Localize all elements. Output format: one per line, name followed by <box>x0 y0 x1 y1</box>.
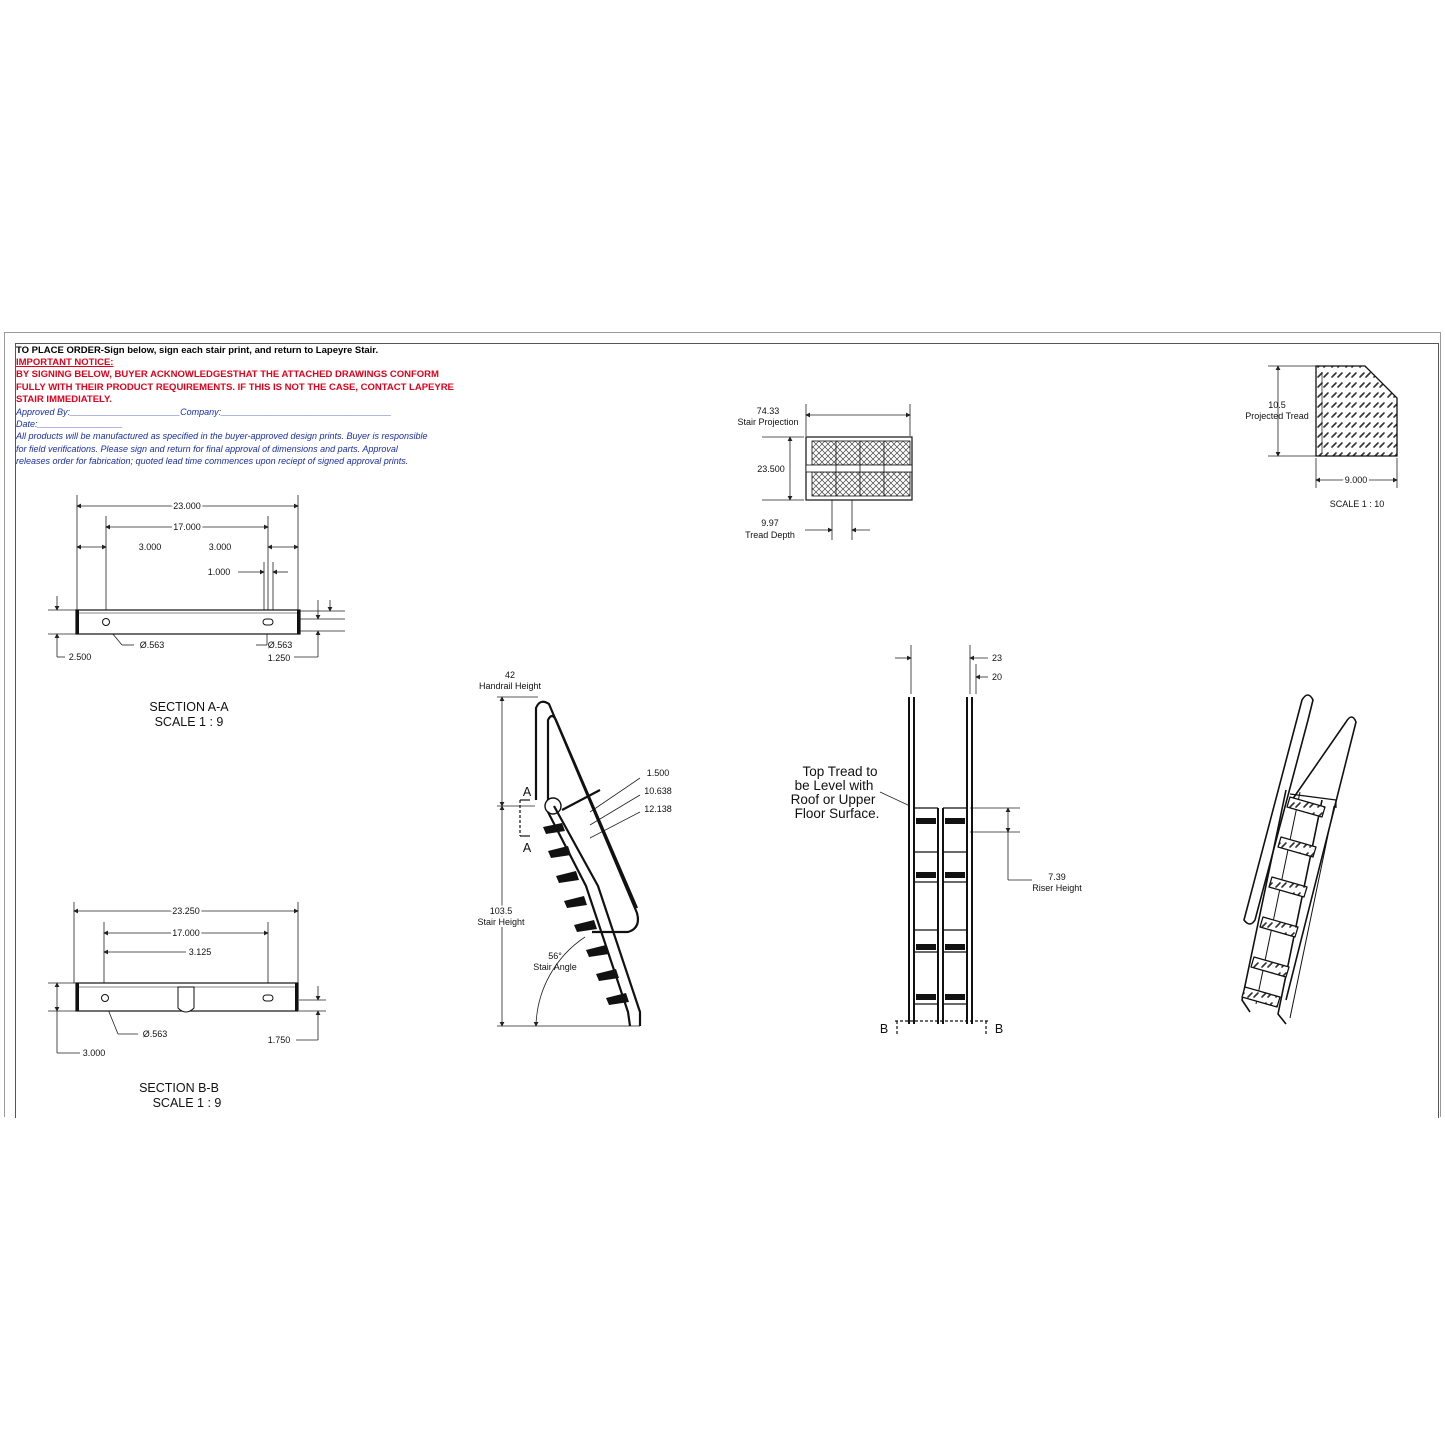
section-aa-title: SECTION A-A <box>149 700 229 714</box>
dim-text: 23.250 <box>172 906 200 916</box>
approval-signature-line: Approved By:______________________Company:__________________________________ Date:_________________ <box>16 407 392 430</box>
dim-text: Ø.563 <box>142 1029 168 1039</box>
info-line: All products will be manufactured as specified in the buyer-approved design prints. Buyer is responsible <box>16 431 428 442</box>
level-note-line: Floor Surface. <box>794 806 880 821</box>
dim-text: 1.750 <box>267 1035 291 1045</box>
dim-label: Projected Tread <box>1245 411 1309 421</box>
order-instruction: TO PLACE ORDER-Sign below, sign each stair print, and return to Lapeyre Stair. <box>16 345 379 356</box>
section-marker: B <box>994 1022 1004 1036</box>
info-line: releases order for fabrication; quoted lead time commences upon reciept of signed approval prints. <box>16 455 409 466</box>
dim-text: 3.000 <box>208 542 232 552</box>
section-marker: B <box>879 1022 889 1036</box>
dim-text: 10.638 <box>644 786 672 796</box>
dim-text: Ø.563 <box>267 640 293 650</box>
dim-text: 17.000 <box>172 928 200 938</box>
important-notice-line: BY SIGNING BELOW, BUYER ACKNOWLEDGESTHAT THE ATTACHED DRAWINGS CONFORM <box>16 369 439 381</box>
level-note-line: be Level with <box>794 778 874 793</box>
dim-text: 23.500 <box>757 464 785 474</box>
dim-text: 20 <box>992 672 1003 682</box>
dim-text: 23 <box>992 653 1003 663</box>
dim-text: 10.5 <box>1268 400 1286 410</box>
dim-text: 3.000 <box>138 542 162 552</box>
dim-text: 1.500 <box>646 768 670 778</box>
tread-scale: SCALE 1 : 10 <box>1329 499 1385 509</box>
dim-label: Stair Projection <box>737 417 799 427</box>
dim-text: 9.000 <box>1344 475 1368 485</box>
level-note-line: Roof or Upper <box>790 792 876 807</box>
dim-text: 17.000 <box>173 522 201 532</box>
dim-text: 74.33 <box>756 406 780 416</box>
dim-text: 23.000 <box>173 501 201 511</box>
dim-text: Ø.563 <box>139 640 165 650</box>
dim-text: 12.138 <box>644 804 672 814</box>
dim-label: Riser Height <box>1032 883 1082 893</box>
dim-text: 1.250 <box>267 653 291 663</box>
dim-text: 2.500 <box>68 652 92 662</box>
section-marker: A <box>522 785 532 799</box>
order-notice-block <box>16 345 486 467</box>
dim-text: 9.97 <box>761 518 779 528</box>
important-notice-line: FULLY WITH THEIR PRODUCT REQUIREMENTS. IF THIS IS NOT THE CASE, CONTACT LAPEYRE <box>16 381 454 393</box>
important-notice-line: STAIR IMMEDIATELY. <box>16 393 112 405</box>
section-aa-scale: SCALE 1 : 9 <box>154 715 224 729</box>
dim-label: Stair Height <box>477 917 525 927</box>
dim-text: 7.39 <box>1048 872 1066 882</box>
dim-text: 103.5 <box>489 906 513 916</box>
dim-text: 3.125 <box>188 947 212 957</box>
level-note-line: Top Tread to <box>802 764 878 779</box>
dim-label: Tread Depth <box>745 530 795 540</box>
section-bb-scale: SCALE 1 : 9 <box>152 1096 222 1110</box>
dim-text: 1.000 <box>207 567 231 577</box>
dim-text: 3.000 <box>82 1048 106 1058</box>
dim-text: 56° <box>548 951 562 961</box>
info-line: for field verifications. Please sign and return for final approval of dimensions and parts. Approval <box>16 443 398 454</box>
dim-text: 42 <box>504 670 516 680</box>
section-marker: A <box>522 841 532 855</box>
dim-label: Stair Angle <box>533 962 577 972</box>
section-bb-title: SECTION B-B <box>139 1081 219 1095</box>
dim-label: Handrail Height <box>478 681 542 691</box>
important-notice-heading: IMPORTANT NOTICE: <box>16 357 114 369</box>
